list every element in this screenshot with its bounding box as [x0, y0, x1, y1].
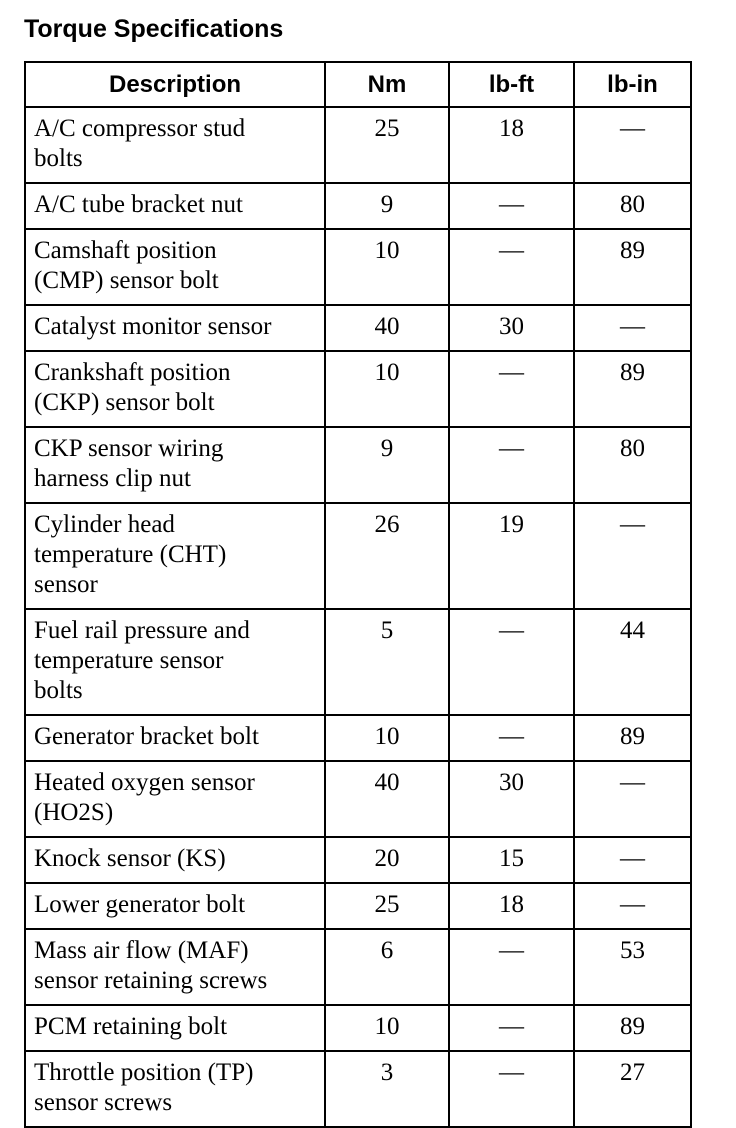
cell-lb-ft: 30	[449, 305, 574, 351]
cell-lb-in: 80	[574, 427, 691, 503]
table-row	[25, 715, 691, 761]
cell-lb-ft: 30	[449, 761, 574, 837]
description-line: Catalyst monitor sensor	[34, 313, 272, 340]
cell-lb-ft: —	[449, 609, 574, 715]
table-row	[25, 929, 691, 1005]
page-title: Torque Specifications	[24, 15, 284, 43]
cell-lb-in: 89	[574, 351, 691, 427]
cell-description	[25, 351, 325, 427]
cell-nm: 10	[325, 1005, 449, 1051]
cell-lb-ft: —	[449, 183, 574, 229]
description-line: A/C compressor stud	[34, 115, 246, 142]
table-body	[25, 107, 691, 1127]
cell-nm: 9	[325, 427, 449, 503]
cell-lb-in: 53	[574, 929, 691, 1005]
cell-lb-in: 89	[574, 229, 691, 305]
cell-lb-ft: —	[449, 229, 574, 305]
cell-nm: 9	[325, 183, 449, 229]
cell-nm: 25	[325, 883, 449, 929]
table-row	[25, 351, 691, 427]
torque-spec-table	[24, 61, 692, 1128]
description-line: CKP sensor wiring	[34, 435, 224, 462]
description-line: Crankshaft position	[34, 359, 231, 386]
description-line: A/C tube bracket nut	[34, 191, 243, 218]
description-line: bolts	[34, 677, 83, 704]
cell-lb-ft: 18	[449, 883, 574, 929]
cell-description	[25, 305, 325, 351]
description-line: harness clip nut	[34, 465, 191, 492]
description-line: temperature sensor	[34, 647, 224, 674]
description-line: temperature (CHT)	[34, 541, 227, 568]
cell-lb-in: —	[574, 837, 691, 883]
description-line: sensor screws	[34, 1089, 173, 1116]
description-line: Cylinder head	[34, 511, 175, 538]
cell-description	[25, 183, 325, 229]
cell-lb-ft: —	[449, 1005, 574, 1051]
header-lb-in: lb-in	[574, 62, 691, 107]
table-row	[25, 1005, 691, 1051]
description-line: (HO2S)	[34, 799, 114, 826]
cell-description	[25, 229, 325, 305]
cell-lb-ft: 18	[449, 107, 574, 183]
cell-lb-ft: 15	[449, 837, 574, 883]
cell-nm: 25	[325, 107, 449, 183]
cell-lb-ft: —	[449, 351, 574, 427]
cell-description	[25, 427, 325, 503]
description-line: Throttle position (TP)	[34, 1059, 254, 1086]
cell-description	[25, 929, 325, 1005]
table-row	[25, 837, 691, 883]
cell-nm: 10	[325, 715, 449, 761]
description-line: Mass air flow (MAF)	[34, 937, 249, 964]
table-header-row	[25, 62, 691, 107]
cell-lb-in: —	[574, 761, 691, 837]
table-row	[25, 609, 691, 715]
cell-nm: 20	[325, 837, 449, 883]
cell-lb-in: —	[574, 305, 691, 351]
cell-nm: 40	[325, 305, 449, 351]
cell-lb-in: 89	[574, 1005, 691, 1051]
cell-lb-ft: —	[449, 715, 574, 761]
description-line: (CKP) sensor bolt	[34, 389, 215, 416]
description-line: PCM retaining bolt	[34, 1013, 228, 1040]
table-row	[25, 427, 691, 503]
description-line: Heated oxygen sensor	[34, 769, 255, 796]
cell-nm: 5	[325, 609, 449, 715]
description-line: Generator bracket bolt	[34, 723, 259, 750]
cell-lb-in: —	[574, 503, 691, 609]
description-line: Camshaft position	[34, 237, 217, 264]
cell-lb-ft: 19	[449, 503, 574, 609]
header-description: Description	[25, 62, 325, 107]
cell-lb-in: 80	[574, 183, 691, 229]
table-row	[25, 107, 691, 183]
cell-description	[25, 1005, 325, 1051]
description-line: sensor	[34, 571, 98, 598]
cell-lb-ft: —	[449, 1051, 574, 1127]
table-row	[25, 883, 691, 929]
cell-lb-ft: —	[449, 427, 574, 503]
cell-nm: 26	[325, 503, 449, 609]
cell-description	[25, 837, 325, 883]
table-row	[25, 305, 691, 351]
description-line: (CMP) sensor bolt	[34, 267, 219, 294]
cell-description	[25, 761, 325, 837]
cell-description	[25, 715, 325, 761]
cell-lb-ft: —	[449, 929, 574, 1005]
table-row	[25, 761, 691, 837]
cell-description	[25, 1051, 325, 1127]
cell-nm: 3	[325, 1051, 449, 1127]
cell-description	[25, 883, 325, 929]
cell-description	[25, 609, 325, 715]
header-nm: Nm	[325, 62, 449, 107]
table-row	[25, 183, 691, 229]
cell-nm: 6	[325, 929, 449, 1005]
cell-nm: 10	[325, 351, 449, 427]
description-line: Knock sensor (KS)	[34, 845, 226, 872]
description-line: Lower generator bolt	[34, 891, 246, 918]
table-row	[25, 229, 691, 305]
table-row	[25, 1051, 691, 1127]
description-line: sensor retaining screws	[34, 967, 268, 994]
cell-lb-in: —	[574, 107, 691, 183]
description-line: bolts	[34, 145, 83, 172]
cell-description	[25, 503, 325, 609]
cell-lb-in: 89	[574, 715, 691, 761]
cell-nm: 10	[325, 229, 449, 305]
cell-nm: 40	[325, 761, 449, 837]
cell-lb-in: 27	[574, 1051, 691, 1127]
table-row	[25, 503, 691, 609]
description-line: Fuel rail pressure and	[34, 617, 250, 644]
header-lb-ft: lb-ft	[449, 62, 574, 107]
cell-lb-in: —	[574, 883, 691, 929]
cell-description	[25, 107, 325, 183]
cell-lb-in: 44	[574, 609, 691, 715]
